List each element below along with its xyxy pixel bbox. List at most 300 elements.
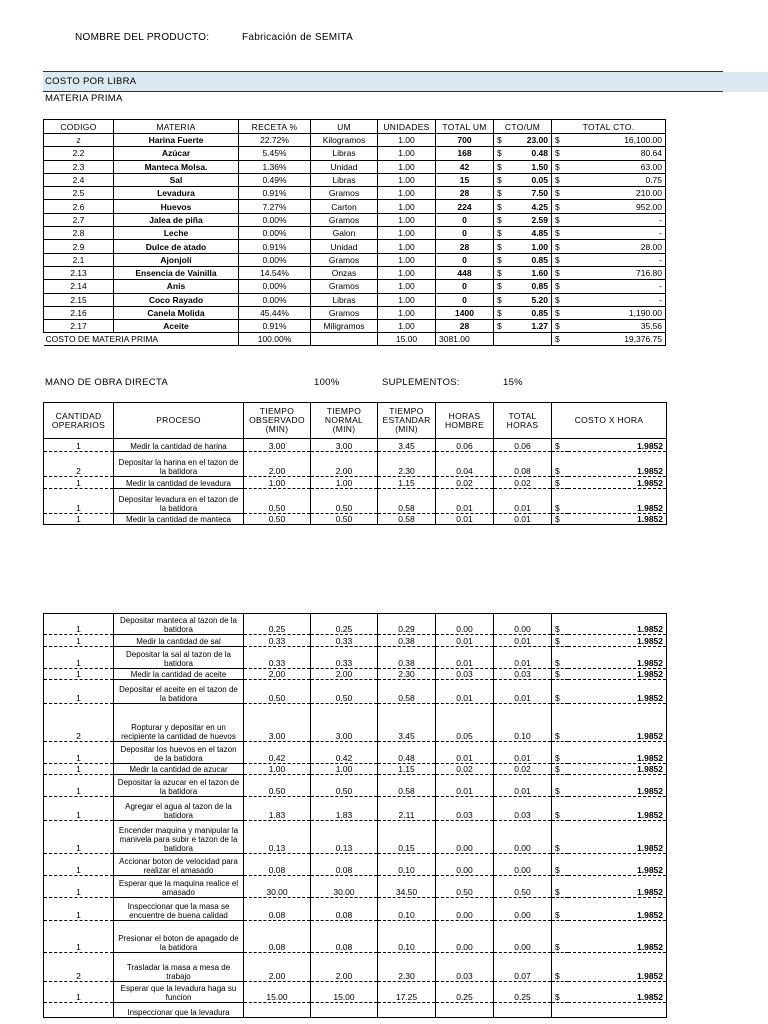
table-cell: Gramos: [311, 187, 378, 200]
table-row: [44, 147, 666, 160]
table-cell: 0.85: [508, 306, 552, 319]
table-cell: 14.54%: [239, 266, 311, 279]
table-cell: 0: [436, 280, 494, 293]
table-cell: $: [552, 160, 566, 173]
table-cell: 1.00: [378, 160, 436, 173]
table-cell: 0.91%: [239, 187, 311, 200]
table-cell: Aceite: [114, 320, 239, 333]
table-cell: 0.50: [494, 876, 552, 898]
mp-total-currency: $: [552, 333, 566, 346]
table-cell: 1.00: [378, 227, 436, 240]
table-cell: $: [552, 320, 566, 333]
table-cell: 0.00%: [239, 253, 311, 266]
table-cell: 2.17: [44, 320, 114, 333]
table-cell: Ajonjolí: [114, 253, 239, 266]
table-row: [44, 514, 667, 525]
table-cell: Gramos: [311, 253, 378, 266]
table-cell: 1.00: [378, 306, 436, 319]
table-cell: 0.00: [436, 898, 494, 921]
table-cell: 1.9852: [568, 452, 667, 477]
table-cell: 0.25: [311, 614, 378, 635]
table-cell: Gramos: [311, 213, 378, 226]
table-row: [44, 669, 667, 680]
table-cell: 0.00: [494, 614, 552, 635]
table-cell: 0.50: [436, 876, 494, 898]
table-cell: $: [552, 173, 566, 186]
col-header: UM: [311, 120, 378, 134]
table-cell: [244, 1003, 311, 1018]
table-cell: Canela Molida: [114, 306, 239, 319]
table-cell: 1: [44, 647, 114, 669]
table-cell: 0.02: [494, 477, 552, 489]
table-cell: 1.00: [378, 187, 436, 200]
table-cell: 168: [436, 147, 494, 160]
table-cell: $: [552, 797, 568, 821]
table-cell: [494, 1003, 552, 1018]
table-cell: 2.11: [378, 797, 436, 821]
table-cell: 42: [436, 160, 494, 173]
table-cell: Medir la cantidad de aceite: [114, 669, 244, 680]
table-cell: 0.38: [378, 647, 436, 669]
table-cell: $: [552, 742, 568, 764]
col-header: CANTIDAD OPERARIOS: [44, 403, 114, 439]
table-cell: Gramos: [311, 280, 378, 293]
table-row: [44, 439, 667, 452]
table-cell: 0.08: [311, 898, 378, 921]
table-cell: 0.15: [378, 821, 436, 854]
table-cell: 0.33: [311, 647, 378, 669]
table-cell: [311, 333, 378, 346]
table-cell: 0.48: [378, 742, 436, 764]
table-cell: 80.64: [566, 147, 666, 160]
table-cell: $: [552, 635, 568, 647]
table-cell: 0.33: [244, 635, 311, 647]
table-cell: Galon: [311, 227, 378, 240]
table-row: [44, 876, 667, 898]
table-row: [44, 898, 667, 921]
table-cell: 0.00: [494, 854, 552, 876]
table-cell: -: [566, 227, 666, 240]
mano-obra-title: MANO DE OBRA DIRECTA: [45, 377, 169, 388]
table-cell: 0.38: [378, 635, 436, 647]
table-cell: 1: [44, 514, 114, 525]
col-header: TIEMPO NORMAL (MIN): [311, 403, 378, 439]
table-cell: 0.50: [244, 489, 311, 514]
table-cell: 1: [44, 669, 114, 680]
table-cell: 1.60: [508, 266, 552, 279]
table-cell: [378, 1003, 436, 1018]
table-cell: 0.13: [244, 821, 311, 854]
table-cell: 4.85: [508, 227, 552, 240]
table-cell: 0.00: [494, 921, 552, 953]
table-cell: Dulce de atado: [114, 240, 239, 253]
table-cell: 2.8: [44, 227, 114, 240]
table-cell: 0.75: [566, 173, 666, 186]
table-cell: Sal: [114, 173, 239, 186]
table-cell: 3.45: [378, 439, 436, 452]
table-row: [44, 227, 666, 240]
table-cell: 0.01: [436, 775, 494, 797]
table-cell: 1.15: [378, 477, 436, 489]
table-cell: 1.00: [378, 213, 436, 226]
table-cell: 210.00: [566, 187, 666, 200]
table-cell: 0.00%: [239, 227, 311, 240]
table-cell: 2.00: [311, 953, 378, 982]
divider: [43, 71, 723, 72]
table-cell: 0.00%: [239, 293, 311, 306]
table-cell: 1: [44, 635, 114, 647]
table-cell: 0.50: [311, 775, 378, 797]
table-cell: $: [552, 821, 568, 854]
table-cell: 4.25: [508, 200, 552, 213]
table-cell: 0.00: [436, 614, 494, 635]
table-cell: $: [494, 200, 508, 213]
table-row: [44, 635, 667, 647]
table-cell: 1.9852: [568, 953, 667, 982]
table-cell: $: [494, 253, 508, 266]
product-name-row: [75, 32, 354, 43]
table-cell: Anis: [114, 280, 239, 293]
table-cell: Jalea de piña: [114, 213, 239, 226]
table-cell: 0.02: [494, 764, 552, 775]
table-cell: 1.00: [378, 200, 436, 213]
table-cell: 0.00: [436, 854, 494, 876]
table-cell: 1: [44, 489, 114, 514]
table-cell: 2.9: [44, 240, 114, 253]
materia-prima-title: MATERIA PRIMA: [45, 93, 123, 104]
table-cell: 1.15: [378, 764, 436, 775]
table-cell: 1: [44, 821, 114, 854]
table-cell: $: [552, 187, 566, 200]
table-cell: 2.00: [311, 452, 378, 477]
table-cell: 0.05: [436, 704, 494, 742]
table-cell: 1.00: [378, 293, 436, 306]
col-header: TOTAL CTO.: [552, 120, 666, 134]
table-cell: 1.9852: [568, 647, 667, 669]
table-cell: 0.10: [494, 704, 552, 742]
table-cell: 1.00: [508, 240, 552, 253]
table-cell: 0.01: [436, 514, 494, 525]
table-cell: 15.00: [311, 982, 378, 1003]
table-cell: 2.00: [244, 669, 311, 680]
table-cell: 0.01: [494, 514, 552, 525]
table-cell: 1.9852: [568, 898, 667, 921]
table-row: [44, 797, 667, 821]
table-row: [44, 680, 667, 704]
table-cell: $: [494, 227, 508, 240]
table-cell: 0.10: [378, 854, 436, 876]
table-cell: 0.02: [436, 764, 494, 775]
table-cell: 1.9852: [568, 742, 667, 764]
table-cell: Kilogramos: [311, 134, 378, 147]
table-cell: 15.00: [244, 982, 311, 1003]
mo-header-row: [44, 403, 667, 439]
section-band: [43, 72, 768, 92]
table-cell: $: [552, 669, 568, 680]
table-cell: 448: [436, 266, 494, 279]
table-cell: Medir la cantidad de harina: [114, 439, 244, 452]
table-cell: 2.1: [44, 253, 114, 266]
table-cell: 35.56: [566, 320, 666, 333]
table-cell: $: [552, 240, 566, 253]
table-row: [44, 253, 666, 266]
table-cell: 0.08: [311, 854, 378, 876]
table-cell: 2.16: [44, 306, 114, 319]
table-cell: Libras: [311, 173, 378, 186]
table-cell: $: [552, 647, 568, 669]
table-cell: 1: [44, 614, 114, 635]
table-cell: Depositar levadura en el tazon de la batidora: [114, 489, 244, 514]
table-cell: $: [552, 854, 568, 876]
table-cell: Medir la cantidad de manteca: [114, 514, 244, 525]
table-cell: $: [552, 200, 566, 213]
table-cell: 23.00: [508, 134, 552, 147]
table-cell: 0.08: [244, 898, 311, 921]
table-cell: 0.01: [436, 742, 494, 764]
table-cell: 0.58: [378, 680, 436, 704]
mano-obra-table-continued: [43, 613, 667, 1018]
table-cell: Presionar el boton de apagado de la batidora: [114, 921, 244, 953]
table-cell: $: [552, 982, 568, 1003]
table-row: [44, 160, 666, 173]
mp-total-receta: 100.00%: [239, 333, 311, 346]
table-cell: 0.58: [378, 489, 436, 514]
table-row: [44, 742, 667, 764]
mp-header-row: [44, 120, 666, 134]
table-cell: 1.9852: [568, 775, 667, 797]
table-cell: 2.59: [508, 213, 552, 226]
table-cell: 0.91%: [239, 320, 311, 333]
table-cell: -: [566, 213, 666, 226]
table-cell: $: [552, 764, 568, 775]
table-cell: Esperar que la levadura haga su funcion: [114, 982, 244, 1003]
table-cell: 1: [44, 477, 114, 489]
table-cell: 22.72%: [239, 134, 311, 147]
table-cell: Unidad: [311, 160, 378, 173]
table-cell: 0: [436, 227, 494, 240]
table-cell: 0.02: [436, 477, 494, 489]
table-cell: 34.50: [378, 876, 436, 898]
table-cell: $: [552, 253, 566, 266]
table-cell: 0.01: [436, 489, 494, 514]
col-header: TIEMPO ESTANDAR (MIN): [378, 403, 436, 439]
table-cell: $: [552, 614, 568, 635]
table-row: [44, 293, 666, 306]
table-cell: 2: [44, 452, 114, 477]
table-cell: Levadura: [114, 187, 239, 200]
product-name-value: Fabricación de SEMITA: [242, 32, 354, 43]
table-cell: Depositar la harina en el tazon de la batidora: [114, 452, 244, 477]
mp-total-um: 3081.00: [436, 333, 494, 346]
table-cell: [44, 1003, 114, 1018]
table-cell: $: [552, 876, 568, 898]
table-cell: 63.00: [566, 160, 666, 173]
table-cell: Ensencia de Vainilla: [114, 266, 239, 279]
table-row: [44, 134, 666, 147]
table-cell: 0.08: [311, 921, 378, 953]
table-row: [44, 953, 667, 982]
table-cell: 2.00: [244, 953, 311, 982]
table-cell: $: [494, 280, 508, 293]
table-cell: 0.49%: [239, 173, 311, 186]
table-cell: 2: [44, 953, 114, 982]
table-cell: Depositar la azucar en el tazon de la batidora: [114, 775, 244, 797]
table-cell: $: [494, 160, 508, 173]
table-cell: $: [552, 514, 568, 525]
table-cell: Harina Fuerte: [114, 134, 239, 147]
table-cell: 2.5: [44, 187, 114, 200]
table-cell: 0.00: [494, 898, 552, 921]
table-cell: 0.10: [378, 921, 436, 953]
table-cell: 0.85: [508, 280, 552, 293]
table-cell: -: [566, 293, 666, 306]
table-cell: $: [552, 921, 568, 953]
table-cell: 3.00: [244, 704, 311, 742]
table-row: [44, 452, 667, 477]
table-cell: 1.00: [378, 240, 436, 253]
table-cell: 2.2: [44, 147, 114, 160]
table-cell: 0.50: [244, 680, 311, 704]
table-cell: Coco Rayado: [114, 293, 239, 306]
table-cell: $: [494, 134, 508, 147]
table-cell: 1.00: [378, 253, 436, 266]
table-cell: 0.91%: [239, 240, 311, 253]
table-cell: 3.00: [311, 439, 378, 452]
table-cell: 1: [44, 876, 114, 898]
table-cell: [311, 1003, 378, 1018]
col-header: CODIGO: [44, 120, 114, 134]
table-cell: 0.48: [508, 147, 552, 160]
table-cell: Libras: [311, 293, 378, 306]
table-cell: 1.9852: [568, 635, 667, 647]
table-cell: 0.33: [244, 647, 311, 669]
table-cell: 0.00: [436, 821, 494, 854]
table-cell: 1.00: [244, 477, 311, 489]
table-cell: 2.30: [378, 452, 436, 477]
table-row: [44, 489, 667, 514]
table-cell: 0.03: [494, 797, 552, 821]
table-cell: Depositar la sal al tazon de la batidora: [114, 647, 244, 669]
table-cell: 1: [44, 982, 114, 1003]
table-cell: 1.9852: [568, 876, 667, 898]
table-cell: Carton: [311, 200, 378, 213]
mano-obra-table: [43, 402, 667, 525]
table-cell: 0.50: [244, 775, 311, 797]
table-cell: $: [552, 147, 566, 160]
product-name-label: NOMBRE DEL PRODUCTO:: [75, 32, 210, 43]
table-cell: -: [566, 253, 666, 266]
table-cell: 1: [44, 680, 114, 704]
table-cell: $: [494, 306, 508, 319]
col-header: UNIDADES: [378, 120, 436, 134]
table-cell: $: [552, 489, 568, 514]
col-header: MATERIA: [114, 120, 239, 134]
col-header: TOTAL UM: [436, 120, 494, 134]
table-cell: 0.01: [436, 635, 494, 647]
table-cell: 0.01: [494, 647, 552, 669]
table-cell: $: [494, 320, 508, 333]
table-row: [44, 173, 666, 186]
table-cell: $: [552, 293, 566, 306]
table-cell: 30.00: [311, 876, 378, 898]
table-cell: $: [552, 306, 566, 319]
suplementos-pct: 15%: [503, 377, 523, 388]
table-cell: 1: [44, 764, 114, 775]
table-cell: 0.05: [508, 173, 552, 186]
table-row: [44, 477, 667, 489]
table-cell: 2: [44, 704, 114, 742]
table-cell: 0.42: [244, 742, 311, 764]
table-cell: 1400: [436, 306, 494, 319]
table-cell: 1.9852: [568, 982, 667, 1003]
table-cell: 28: [436, 187, 494, 200]
table-cell: 1.00: [311, 764, 378, 775]
table-cell: 28.00: [566, 240, 666, 253]
table-cell: 0.08: [244, 921, 311, 953]
table-cell: Manteca Molsa.: [114, 160, 239, 173]
table-cell: 0.06: [494, 439, 552, 452]
table-cell: 0.03: [494, 669, 552, 680]
table-cell: 0.25: [494, 982, 552, 1003]
table-cell: 2.4: [44, 173, 114, 186]
mano-obra-pct: 100%: [314, 377, 340, 388]
table-cell: $: [552, 452, 568, 477]
table-cell: 1.50: [508, 160, 552, 173]
table-cell: 1.9852: [568, 669, 667, 680]
table-cell: 0.50: [311, 489, 378, 514]
table-cell: 1.9852: [568, 489, 667, 514]
table-cell: z: [44, 134, 114, 147]
table-row: [44, 921, 667, 953]
table-cell: 1.00: [378, 173, 436, 186]
table-cell: 1.9852: [568, 680, 667, 704]
table-cell: 2.3: [44, 160, 114, 173]
table-row: [44, 213, 666, 226]
table-cell: 28: [436, 240, 494, 253]
table-cell: 0: [436, 293, 494, 306]
col-header: TOTAL HORAS: [494, 403, 552, 439]
table-cell: 0.01: [436, 647, 494, 669]
table-cell: $: [552, 280, 566, 293]
table-cell: Esperar que la maquina realice el amasado: [114, 876, 244, 898]
table-cell: Azúcar: [114, 147, 239, 160]
table-cell: 1.9852: [568, 764, 667, 775]
table-cell: 0.33: [311, 635, 378, 647]
table-cell: $: [552, 953, 568, 982]
table-cell: 0.08: [244, 854, 311, 876]
table-cell: 1: [44, 898, 114, 921]
table-cell: 0.13: [311, 821, 378, 854]
table-cell: 0.04: [436, 452, 494, 477]
table-cell: 7.50: [508, 187, 552, 200]
table-cell: [494, 333, 552, 346]
table-cell: 1.9852: [568, 921, 667, 953]
table-cell: 0.01: [436, 680, 494, 704]
mp-total-label: COSTO DE MATERIA PRIMA: [44, 333, 239, 346]
table-cell: $: [494, 266, 508, 279]
table-row: [44, 306, 666, 319]
table-cell: 5.20: [508, 293, 552, 306]
table-cell: 1.9852: [568, 854, 667, 876]
table-cell: 0.08: [494, 452, 552, 477]
table-cell: 1.00: [378, 134, 436, 147]
table-row: [44, 266, 666, 279]
table-cell: Ropturar y depositar en un recipiente la cantidad de huevos: [114, 704, 244, 742]
table-cell: 2.6: [44, 200, 114, 213]
table-cell: 0.29: [378, 614, 436, 635]
suplementos-label: SUPLEMENTOS:: [382, 377, 460, 388]
table-row: [44, 1003, 667, 1018]
